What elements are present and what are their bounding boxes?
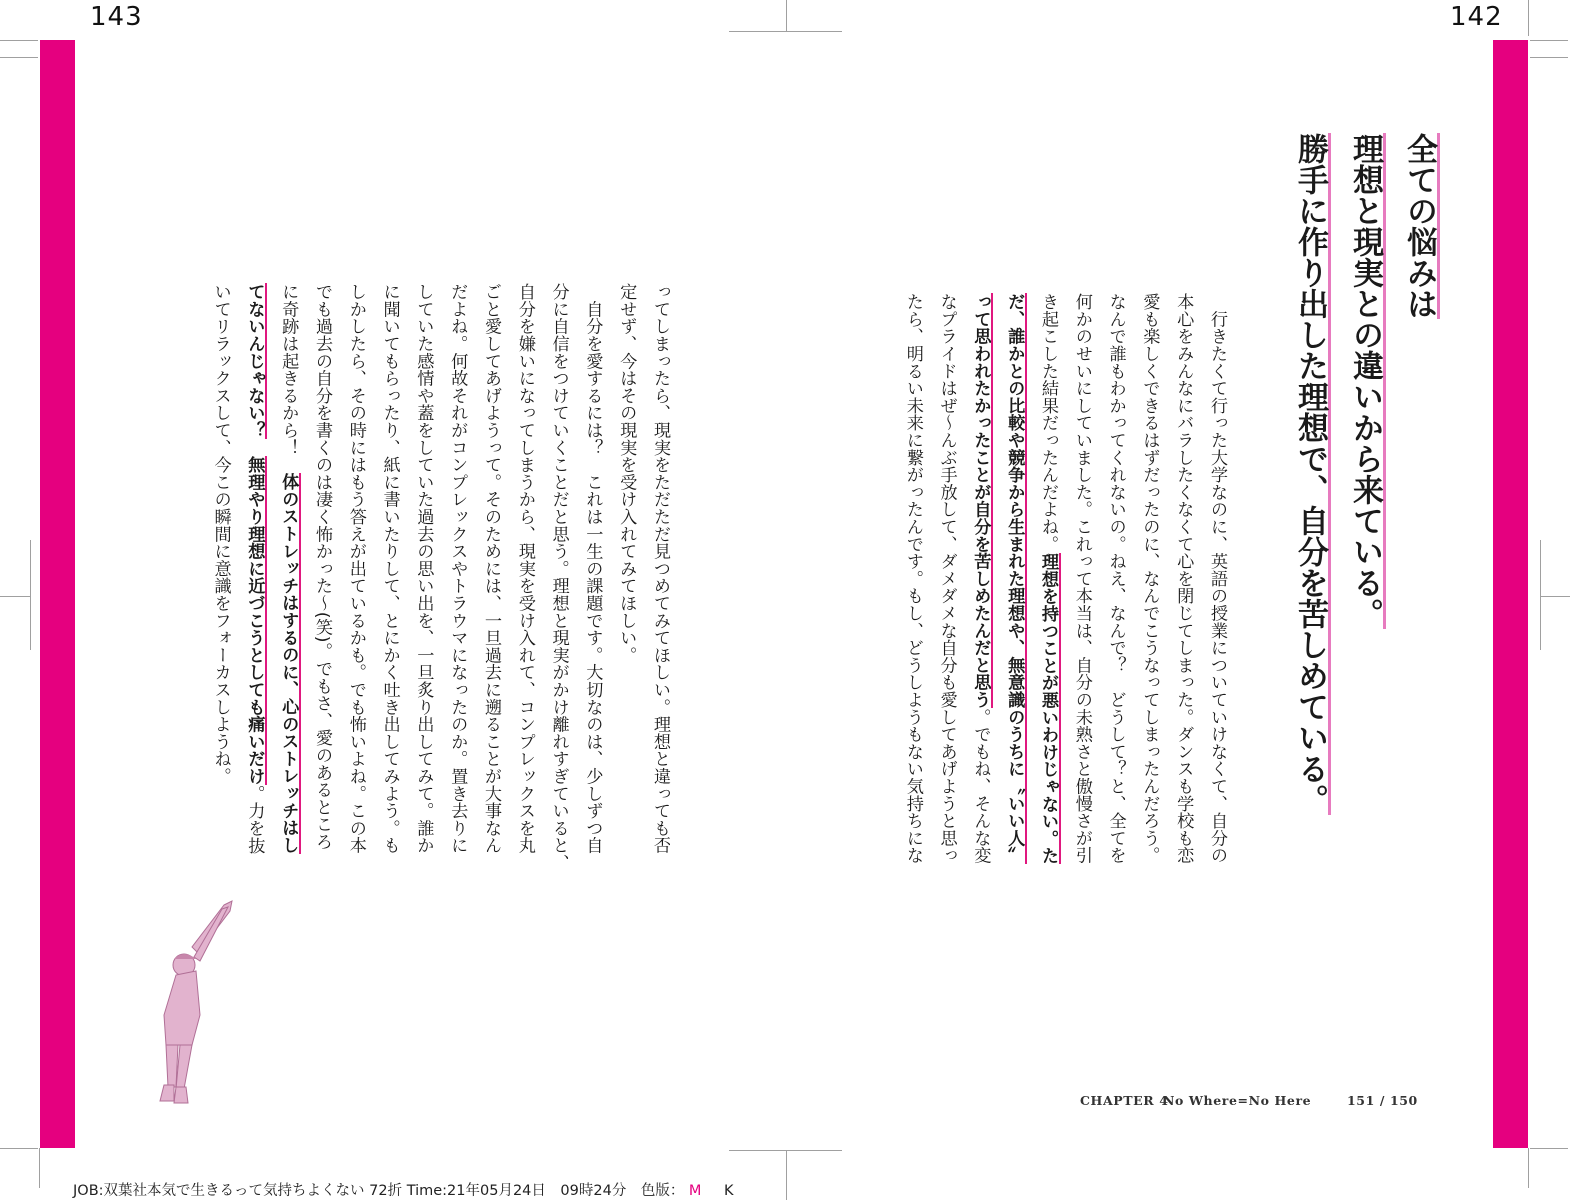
text-column [409,283,434,854]
text-run: 本心をみんなにバラしたくなくて心を閉じてしまった。ダンスも学校も恋 [1173,293,1194,864]
left-magenta-bar [40,40,75,1148]
running-footer-section: No Where=No Here [1163,1093,1312,1108]
slug-plate-k: K [724,1183,734,1199]
text-run: 自分を嫌いになってしまうから、現実を受け入れて、コンプレックスを丸 [514,283,535,854]
text-column [477,283,499,854]
crop-mark [1528,0,1529,36]
text-run: 定せず、今はその現実を受け入れてみてほしい。 [616,283,637,664]
text-run [244,439,264,456]
crop-mark [0,596,30,597]
title-line-3: 勝手に作り出した理想で、自分を苦しめている。 [1294,133,1331,815]
text-column [207,283,229,785]
crop-mark [0,1148,38,1149]
text-column [308,283,330,850]
text-run: でも過去の自分を書くのは凄く怖かった〜(笑)。でもさ、愛のあるところ [312,283,332,851]
text-column [342,283,364,854]
text-column [1169,293,1194,864]
crop-mark [1540,540,1541,650]
crop-mark [39,1148,40,1188]
running-footer-chapter: CHAPTER 4 [1080,1093,1169,1108]
text-run: 行きたくて行った大学なのに、英語の授業についていけなくて、自分の [1207,293,1227,864]
crop-mark [786,0,787,31]
text-column [1000,293,1025,864]
text-run: していた感情や蓋をしていた過去の思い出を、一旦炙り出してみて。誰か [413,283,434,854]
highlighted-bold-text: 無理やり理想に近づこうとしても痛いだけ [244,456,267,785]
title-line-2: 理想と現実との違いから来ている。 [1349,133,1386,629]
text-column [1102,293,1124,864]
text-run: 。でもね、そんな変 [970,708,991,864]
text-run: 自分を愛するには？ これは一生の課題です。大切なのは、少しずつ自 [582,283,603,854]
text-run: 愛も楽しくできるはずだったのに、なんでこうなってしまったんだろう。 [1139,293,1160,864]
text-run: に聞いてもらったり、紙に書いたりして、とにかく吐き出してみよう。も [379,283,400,854]
text-column [1135,293,1160,864]
printer-slug [73,1179,734,1200]
text-run: いてリラックスして、今この瞬間に意識をフォーカスしようね。 [210,283,231,785]
text-column [899,293,921,864]
highlighted-bold-text: てないんじゃない？ [244,283,267,439]
text-column [1203,293,1225,864]
text-column [612,283,637,664]
text-run: なんで誰もわかってくれないの。ねえ、なんで？ どうして？と、全てを [1105,293,1126,864]
title-line-1: 全ての悩みは [1403,133,1440,319]
text-run: 分に自信をつけていくことだと思う。理想と現実がかけ離れすぎていると、 [548,283,569,872]
text-column [1068,293,1090,864]
crop-mark [30,540,31,650]
text-column [933,293,955,864]
crop-mark [1540,596,1570,597]
page-number-left: 143 [90,2,143,32]
text-run: なプライドはぜ〜んぶ手放して、ダメダメな自分も愛してあげようと思っ [936,293,957,864]
running-footer-pages: 151 / 150 [1347,1093,1418,1108]
text-run: き起こした結果だったんだよね。 [1038,293,1058,553]
text-run: 。力を抜 [244,784,265,854]
slug-plate-m: M [688,1183,702,1199]
text-run: ごと愛してあげようって。そのためには、一旦過去に遡ることが大事なん [481,283,501,854]
crop-mark [0,57,38,58]
page-number-right: 142 [1450,2,1503,32]
text-run: だよね。何故それがコンプレックスやトラウマになったのか。置き去りに [447,283,468,854]
text-run: 何かのせいにしていました。これって本当は、自分の未熟さと傲慢さが引 [1071,293,1092,864]
text-column [240,283,265,854]
right-magenta-bar [1493,40,1528,1148]
text-column [545,283,567,871]
text-run: ってしまったら、現実をただただ見つめてみてほしい。理想と違っても否 [650,283,670,854]
text-column [966,293,991,864]
text-column [646,283,668,854]
text-column [376,283,398,854]
text-column [1034,293,1056,864]
crop-mark [729,31,842,32]
text-run: に奇跡は起きるから！ [278,283,299,474]
crop-mark [1530,40,1568,41]
stretching-woman-illustration [138,895,238,1107]
slug-job-text: JOB:双葉社本気で生きるって気持ちよくない 72折 Time:21年05月24日 09時24分 色版： [73,1183,685,1199]
highlighted-bold-text: 理想を持つことが悪いわけじゃない。た [1038,553,1061,864]
crop-mark [0,40,38,41]
crop-mark [1528,1148,1529,1188]
crop-mark [786,1150,787,1200]
text-column [443,283,468,854]
highlighted-bold-text: だ、誰かとの比較や競争から生まれた理想や、無意識のうちに〝いい人〟 [1004,293,1027,864]
text-column [578,283,603,854]
text-run: しかしたら、その時にはもう答えが出ているかも。でも怖いよね。この本 [345,283,366,854]
crop-mark [1530,1148,1568,1149]
text-column [511,283,533,854]
highlighted-bold-text: 体のストレッチはするのに、心のストレッチはし [278,473,301,854]
text-run: たら、明るい未来に繋がったんです。もし、どうしようもない気持ちにな [902,293,923,864]
text-column [274,283,299,854]
crop-mark [1530,57,1568,58]
highlighted-bold-text: って思われたかったことが自分を苦しめたんだと思う [970,293,993,708]
